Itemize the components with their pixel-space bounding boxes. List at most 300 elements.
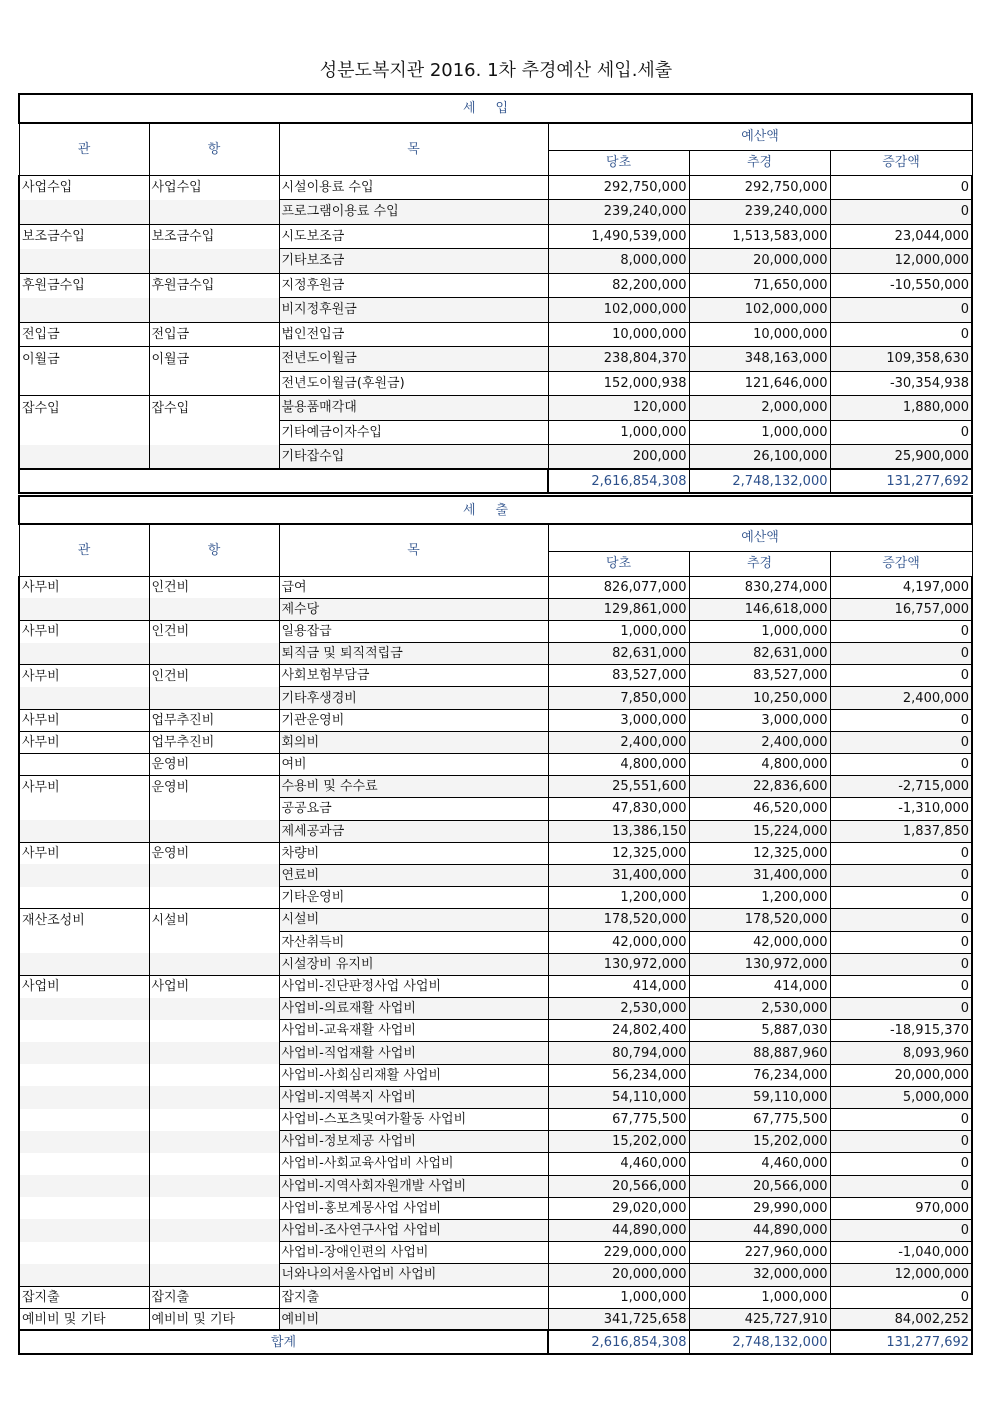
cell-initial: 83,527,000: [548, 665, 689, 687]
cell-revised: 1,000,000: [689, 1286, 830, 1308]
cell-gwan: [19, 1020, 149, 1042]
cell-gwan: 사무비: [19, 731, 149, 753]
cell-mok: 기타잡수입: [279, 445, 548, 470]
cell-mok: 사업비-직업재활 사업비: [279, 1042, 548, 1064]
cell-diff: 0: [830, 1219, 972, 1241]
cell-hang: [149, 1219, 279, 1241]
cell-gwan: [19, 1219, 149, 1241]
table-row: [19, 396, 972, 421]
cell-mok: 사업비-장애인편의 사업비: [279, 1242, 548, 1264]
table-row: [19, 1131, 972, 1153]
col-header-revised: 추경: [689, 150, 830, 175]
cell-revised: 46,520,000: [689, 798, 830, 820]
cell-revised: 15,202,000: [689, 1131, 830, 1153]
total-initial: 2,616,854,308: [548, 1330, 689, 1354]
cell-mok: 연료비: [279, 864, 548, 886]
cell-revised: 31,400,000: [689, 864, 830, 886]
cell-diff: 0: [830, 1109, 972, 1131]
cell-revised: 76,234,000: [689, 1064, 830, 1086]
cell-revised: 83,527,000: [689, 665, 830, 687]
cell-gwan: [19, 1264, 149, 1286]
table-row: [19, 820, 972, 842]
cell-revised: 10,000,000: [689, 322, 830, 347]
cell-revised: 3,000,000: [689, 709, 830, 731]
cell-initial: 200,000: [548, 445, 689, 470]
cell-initial: 152,000,938: [548, 371, 689, 396]
cell-mok: 사업비-사회심리재활 사업비: [279, 1064, 548, 1086]
cell-initial: 826,077,000: [548, 576, 689, 598]
cell-mok: 사업비-정보제공 사업비: [279, 1131, 548, 1153]
col-header-hang: 항: [149, 123, 279, 175]
cell-hang: [149, 1264, 279, 1286]
cell-initial: 7,850,000: [548, 687, 689, 709]
cell-mok: 전년도이월금: [279, 347, 548, 372]
cell-mok: 사업비-사회교육사업비 사업비: [279, 1153, 548, 1175]
table-row: [19, 576, 972, 598]
table-row: [19, 1109, 972, 1131]
cell-initial: 1,000,000: [548, 420, 689, 445]
table-row: [19, 371, 972, 396]
cell-mok: 프로그램이용료 수입: [279, 200, 548, 225]
table-row: [19, 347, 972, 372]
cell-initial: 42,000,000: [548, 931, 689, 953]
cell-hang: [149, 798, 279, 820]
cell-gwan: 사무비: [19, 620, 149, 642]
cell-mok: 예비비: [279, 1308, 548, 1330]
total-diff: 131,277,692: [830, 469, 972, 493]
cell-hang: [149, 1175, 279, 1197]
table-row: [19, 1020, 972, 1042]
cell-gwan: 사무비: [19, 776, 149, 798]
cell-hang: [149, 1064, 279, 1086]
cell-revised: 830,274,000: [689, 576, 830, 598]
cell-revised: 121,646,000: [689, 371, 830, 396]
cell-gwan: [19, 1131, 149, 1153]
cell-mok: 사업비-의료재활 사업비: [279, 998, 548, 1020]
cell-diff: 0: [830, 298, 972, 323]
cell-revised: 130,972,000: [689, 953, 830, 975]
cell-initial: 80,794,000: [548, 1042, 689, 1064]
cell-diff: 12,000,000: [830, 249, 972, 274]
cell-gwan: [19, 1153, 149, 1175]
cell-mok: 사회보험부담금: [279, 665, 548, 687]
col-header-diff: 증감액: [830, 150, 972, 175]
table-row: [19, 798, 972, 820]
table-row: [19, 665, 972, 687]
cell-gwan: [19, 643, 149, 665]
cell-revised: 32,000,000: [689, 1264, 830, 1286]
cell-mok: 시도보조금: [279, 224, 548, 249]
table-row: [19, 953, 972, 975]
cell-gwan: [19, 371, 149, 396]
cell-gwan: [19, 754, 149, 776]
cell-diff: 0: [830, 1286, 972, 1308]
cell-gwan: [19, 820, 149, 842]
cell-revised: 22,836,600: [689, 776, 830, 798]
cell-diff: -18,915,370: [830, 1020, 972, 1042]
cell-mok: 사업비-지역복지 사업비: [279, 1086, 548, 1108]
cell-initial: 1,000,000: [548, 1286, 689, 1308]
cell-initial: 20,566,000: [548, 1175, 689, 1197]
table-row: [19, 643, 972, 665]
col-header-mok: 목: [279, 123, 548, 175]
cell-initial: 1,200,000: [548, 887, 689, 909]
cell-mok: 기타보조금: [279, 249, 548, 274]
cell-initial: 15,202,000: [548, 1131, 689, 1153]
table-row: [19, 1219, 972, 1241]
cell-revised: 292,750,000: [689, 175, 830, 200]
total-label: [19, 469, 548, 493]
cell-mok: 퇴직금 및 퇴직적립금: [279, 643, 548, 665]
cell-hang: [149, 864, 279, 886]
cell-diff: 0: [830, 731, 972, 753]
cell-gwan: [19, 1175, 149, 1197]
cell-revised: 82,631,000: [689, 643, 830, 665]
cell-gwan: 사무비: [19, 709, 149, 731]
cell-revised: 4,460,000: [689, 1153, 830, 1175]
cell-diff: 0: [830, 420, 972, 445]
cell-hang: [149, 249, 279, 274]
cell-initial: 120,000: [548, 396, 689, 421]
cell-revised: 29,990,000: [689, 1197, 830, 1219]
cell-diff: 0: [830, 1131, 972, 1153]
cell-diff: -10,550,000: [830, 273, 972, 298]
cell-hang: 이월금: [149, 347, 279, 372]
table-row: [19, 1197, 972, 1219]
cell-mok: 기타예금이자수입: [279, 420, 548, 445]
cell-initial: 341,725,658: [548, 1308, 689, 1330]
cell-diff: 0: [830, 322, 972, 347]
cell-revised: 1,200,000: [689, 887, 830, 909]
cell-initial: 82,631,000: [548, 643, 689, 665]
cell-gwan: [19, 864, 149, 886]
cell-hang: 운영비: [149, 776, 279, 798]
cell-hang: 인건비: [149, 620, 279, 642]
cell-initial: 2,400,000: [548, 731, 689, 753]
cell-initial: 47,830,000: [548, 798, 689, 820]
cell-initial: 13,386,150: [548, 820, 689, 842]
page-title: 성분도복지관 2016. 1차 추경예산 세입.세출: [319, 60, 673, 81]
table-row: [19, 842, 972, 864]
cell-gwan: [19, 249, 149, 274]
cell-revised: 20,566,000: [689, 1175, 830, 1197]
cell-diff: -2,715,000: [830, 776, 972, 798]
cell-hang: 인건비: [149, 576, 279, 598]
cell-mok: 기관운영비: [279, 709, 548, 731]
table-row: [19, 175, 972, 200]
cell-gwan: 예비비 및 기타: [19, 1308, 149, 1330]
cell-mok: 지정후원금: [279, 273, 548, 298]
total-row: [19, 469, 972, 493]
cell-initial: 20,000,000: [548, 1264, 689, 1286]
cell-mok: 사업비-교육재활 사업비: [279, 1020, 548, 1042]
cell-hang: [149, 1197, 279, 1219]
table-row: [19, 887, 972, 909]
cell-revised: 1,513,583,000: [689, 224, 830, 249]
col-header-hang: 항: [149, 524, 279, 576]
cell-diff: -1,040,000: [830, 1242, 972, 1264]
table-row: [19, 754, 972, 776]
cell-mok: 불용품매각대: [279, 396, 548, 421]
cell-mok: 기타운영비: [279, 887, 548, 909]
cell-hang: [149, 200, 279, 225]
cell-gwan: [19, 1042, 149, 1064]
cell-hang: [149, 687, 279, 709]
cell-initial: 82,200,000: [548, 273, 689, 298]
cell-hang: [149, 1042, 279, 1064]
cell-diff: 2,400,000: [830, 687, 972, 709]
cell-hang: [149, 1109, 279, 1131]
cell-gwan: [19, 598, 149, 620]
cell-initial: 3,000,000: [548, 709, 689, 731]
total-row: [19, 1330, 972, 1354]
cell-gwan: [19, 798, 149, 820]
cell-diff: 16,757,000: [830, 598, 972, 620]
cell-gwan: 사업비: [19, 975, 149, 997]
cell-diff: 84,002,252: [830, 1308, 972, 1330]
cell-initial: 239,240,000: [548, 200, 689, 225]
table-row: [19, 709, 972, 731]
cell-revised: 88,887,960: [689, 1042, 830, 1064]
cell-initial: 25,551,600: [548, 776, 689, 798]
cell-revised: 1,000,000: [689, 420, 830, 445]
col-header-budget: 예산액: [548, 524, 972, 551]
cell-gwan: 전입금: [19, 322, 149, 347]
cell-revised: 2,000,000: [689, 396, 830, 421]
table-row: [19, 1175, 972, 1197]
cell-hang: 잡수입: [149, 396, 279, 421]
cell-mok: 회의비: [279, 731, 548, 753]
table-row: [19, 1042, 972, 1064]
cell-revised: 26,100,000: [689, 445, 830, 470]
cell-initial: 238,804,370: [548, 347, 689, 372]
cell-revised: 15,224,000: [689, 820, 830, 842]
col-header-mok: 목: [279, 524, 548, 576]
cell-mok: 일용잡급: [279, 620, 548, 642]
cell-initial: 54,110,000: [548, 1086, 689, 1108]
cell-gwan: 잡수입: [19, 396, 149, 421]
cell-revised: 1,000,000: [689, 620, 830, 642]
cell-gwan: 사업수입: [19, 175, 149, 200]
cell-gwan: [19, 420, 149, 445]
cell-gwan: 이월금: [19, 347, 149, 372]
income-section-header: 세입: [19, 94, 972, 123]
cell-diff: 12,000,000: [830, 1264, 972, 1286]
cell-diff: 5,000,000: [830, 1086, 972, 1108]
cell-hang: 시설비: [149, 909, 279, 931]
cell-initial: 29,020,000: [548, 1197, 689, 1219]
cell-gwan: [19, 953, 149, 975]
cell-mok: 사업비-지역사회자원개발 사업비: [279, 1175, 548, 1197]
cell-hang: 전입금: [149, 322, 279, 347]
cell-gwan: [19, 687, 149, 709]
cell-mok: 급여: [279, 576, 548, 598]
col-header-revised: 추경: [689, 551, 830, 576]
cell-diff: 0: [830, 998, 972, 1020]
cell-hang: 후원금수입: [149, 273, 279, 298]
table-row: [19, 445, 972, 470]
cell-mok: 사업비-조사연구사업 사업비: [279, 1219, 548, 1241]
cell-diff: 0: [830, 200, 972, 225]
table-row: [19, 731, 972, 753]
cell-diff: 23,044,000: [830, 224, 972, 249]
cell-revised: 10,250,000: [689, 687, 830, 709]
cell-hang: [149, 420, 279, 445]
col-header-budget: 예산액: [548, 123, 972, 150]
table-row: [19, 1286, 972, 1308]
cell-initial: 10,000,000: [548, 322, 689, 347]
cell-revised: 178,520,000: [689, 909, 830, 931]
cell-diff: 0: [830, 643, 972, 665]
cell-mok: 비지정후원금: [279, 298, 548, 323]
table-row: [19, 322, 972, 347]
cell-hang: [149, 445, 279, 470]
cell-diff: 0: [830, 620, 972, 642]
cell-mok: 사업비-스포츠및여가활동 사업비: [279, 1109, 548, 1131]
cell-mok: 사업비-진단판정사업 사업비: [279, 975, 548, 997]
cell-revised: 414,000: [689, 975, 830, 997]
table-row: [19, 249, 972, 274]
cell-diff: 0: [830, 709, 972, 731]
cell-initial: 67,775,500: [548, 1109, 689, 1131]
table-row: [19, 931, 972, 953]
cell-diff: 20,000,000: [830, 1064, 972, 1086]
cell-revised: 71,650,000: [689, 273, 830, 298]
cell-mok: 수용비 및 수수료: [279, 776, 548, 798]
cell-hang: 업무추진비: [149, 709, 279, 731]
cell-hang: [149, 643, 279, 665]
cell-mok: 시설비: [279, 909, 548, 931]
cell-diff: 0: [830, 1153, 972, 1175]
cell-revised: 146,618,000: [689, 598, 830, 620]
cell-revised: 2,530,000: [689, 998, 830, 1020]
table-row: [19, 1064, 972, 1086]
cell-mok: 시설이용료 수입: [279, 175, 548, 200]
cell-mok: 여비: [279, 754, 548, 776]
cell-initial: 1,490,539,000: [548, 224, 689, 249]
cell-initial: 8,000,000: [548, 249, 689, 274]
cell-hang: [149, 1086, 279, 1108]
cell-initial: 1,000,000: [548, 620, 689, 642]
cell-revised: 425,727,910: [689, 1308, 830, 1330]
table-row: [19, 687, 972, 709]
cell-initial: 4,800,000: [548, 754, 689, 776]
cell-mok: 차량비: [279, 842, 548, 864]
col-header-gwan: 관: [19, 524, 149, 576]
cell-initial: 31,400,000: [548, 864, 689, 886]
cell-mok: 공공요금: [279, 798, 548, 820]
table-row: [19, 998, 972, 1020]
cell-hang: [149, 953, 279, 975]
cell-mok: 자산취득비: [279, 931, 548, 953]
cell-revised: 348,163,000: [689, 347, 830, 372]
table-row: [19, 909, 972, 931]
cell-revised: 67,775,500: [689, 1109, 830, 1131]
cell-hang: [149, 1242, 279, 1264]
cell-mok: 기타후생경비: [279, 687, 548, 709]
table-row: [19, 620, 972, 642]
cell-mok: 잡지출: [279, 1286, 548, 1308]
cell-hang: [149, 1153, 279, 1175]
col-header-gwan: 관: [19, 123, 149, 175]
cell-hang: [149, 598, 279, 620]
cell-gwan: 보조금수입: [19, 224, 149, 249]
cell-initial: 130,972,000: [548, 953, 689, 975]
cell-gwan: 재산조성비: [19, 909, 149, 931]
table-row: [19, 224, 972, 249]
cell-hang: [149, 998, 279, 1020]
cell-initial: 102,000,000: [548, 298, 689, 323]
cell-diff: 0: [830, 909, 972, 931]
cell-initial: 178,520,000: [548, 909, 689, 931]
cell-diff: 8,093,960: [830, 1042, 972, 1064]
cell-revised: 102,000,000: [689, 298, 830, 323]
cell-gwan: 후원금수입: [19, 273, 149, 298]
cell-initial: 2,530,000: [548, 998, 689, 1020]
total-revised: 2,748,132,000: [689, 469, 830, 493]
table-row: [19, 1264, 972, 1286]
col-header-diff: 증감액: [830, 551, 972, 576]
col-header-initial: 당초: [548, 551, 689, 576]
cell-diff: 0: [830, 175, 972, 200]
cell-initial: 4,460,000: [548, 1153, 689, 1175]
cell-gwan: 사무비: [19, 842, 149, 864]
cell-hang: 운영비: [149, 842, 279, 864]
cell-hang: [149, 931, 279, 953]
cell-initial: 129,861,000: [548, 598, 689, 620]
cell-hang: 사업비: [149, 975, 279, 997]
cell-diff: 970,000: [830, 1197, 972, 1219]
cell-diff: 0: [830, 754, 972, 776]
cell-diff: 4,197,000: [830, 576, 972, 598]
total-initial: 2,616,854,308: [548, 469, 689, 493]
cell-hang: 인건비: [149, 665, 279, 687]
table-row: [19, 975, 972, 997]
cell-gwan: 사무비: [19, 665, 149, 687]
cell-revised: 12,325,000: [689, 842, 830, 864]
cell-diff: 0: [830, 842, 972, 864]
cell-initial: 56,234,000: [548, 1064, 689, 1086]
cell-diff: 0: [830, 665, 972, 687]
cell-revised: 44,890,000: [689, 1219, 830, 1241]
income-table: [18, 93, 973, 494]
cell-gwan: [19, 1197, 149, 1219]
cell-gwan: [19, 200, 149, 225]
table-row: [19, 200, 972, 225]
table-row: [19, 273, 972, 298]
cell-diff: 0: [830, 975, 972, 997]
cell-gwan: 사무비: [19, 576, 149, 598]
cell-hang: 잡지출: [149, 1286, 279, 1308]
cell-revised: 42,000,000: [689, 931, 830, 953]
cell-revised: 20,000,000: [689, 249, 830, 274]
cell-revised: 59,110,000: [689, 1086, 830, 1108]
expense-section-header: 세출: [19, 496, 972, 524]
cell-diff: 1,837,850: [830, 820, 972, 842]
cell-mok: 전년도이월금(후원금): [279, 371, 548, 396]
cell-diff: 25,900,000: [830, 445, 972, 470]
cell-gwan: [19, 1242, 149, 1264]
cell-revised: 227,960,000: [689, 1242, 830, 1264]
col-header-initial: 당초: [548, 150, 689, 175]
table-row: [19, 298, 972, 323]
cell-gwan: [19, 298, 149, 323]
cell-initial: 229,000,000: [548, 1242, 689, 1264]
cell-hang: [149, 1020, 279, 1042]
table-row: [19, 1242, 972, 1264]
total-label: 합계: [19, 1330, 548, 1354]
table-row: [19, 1153, 972, 1175]
